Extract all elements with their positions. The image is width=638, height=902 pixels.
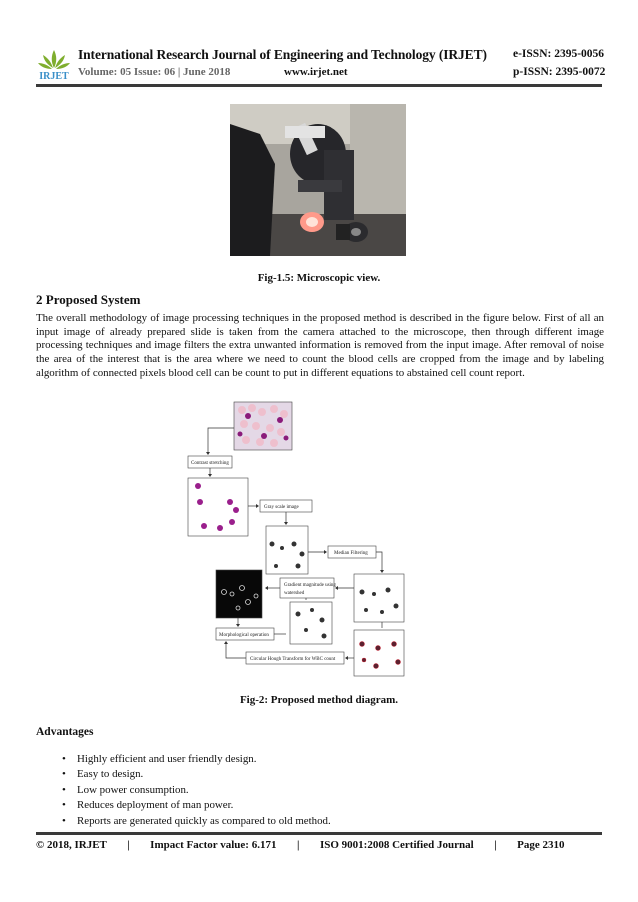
footer-impact-factor: Impact Factor value: 6.171	[150, 839, 277, 851]
list-item: • Easy to design.	[62, 767, 331, 782]
hough-label: Circular Hough Transform for WBC count	[250, 657, 336, 662]
journal-title: International Research Journal of Engineering and Technology (IRJET)	[78, 47, 487, 62]
gradient-label-1: Gradient magnitude using	[284, 583, 336, 588]
volume-issue: Volume: 05 Issue: 06 | June 2018	[78, 66, 231, 78]
morph-label: Morphological operation	[219, 633, 269, 638]
figure-1-caption: Fig-1.5: Microscopic view.	[257, 272, 381, 284]
header-divider	[36, 84, 602, 87]
logo-text: IRJET	[39, 71, 69, 82]
footer-copyright: © 2018, IRJET	[36, 839, 107, 851]
list-item: • Reports are generated quickly as compared to old method.	[62, 814, 331, 829]
list-item: • Low power consumption.	[62, 783, 331, 798]
footer-iso: ISO 9001:2008 Certified Journal	[319, 839, 474, 851]
input-smear-image	[234, 402, 292, 450]
method-diagram	[186, 398, 408, 680]
median-label: Median Filtering	[334, 551, 368, 556]
footer-separator: |	[127, 839, 130, 851]
footer-page-number: Page 2310	[517, 839, 565, 851]
website-link[interactable]: www.irjet.net	[284, 66, 348, 78]
footer-divider	[36, 832, 602, 835]
advantages-heading: Advantages	[36, 726, 94, 738]
microscope-photo	[230, 104, 406, 256]
e-issn: e-ISSN: 2395-0056	[513, 48, 605, 60]
figure-2-caption: Fig-2: Proposed method diagram.	[239, 694, 399, 706]
contrast-label: Contrast stretching	[191, 461, 229, 466]
advantages-list	[62, 752, 331, 829]
gradient-label-2: watershed	[284, 591, 305, 596]
footer-separator: |	[494, 839, 497, 851]
footer-separator: |	[296, 839, 300, 851]
section-paragraph: The overall methodology of image processing techniques in the proposed method is described in the figure below. First of all an input image of already prepared slide is taken from the camera attached to the microscope, then through different image processing techniques and image filters the extra unwanted information is removed from the input image. After removal of noise the area of the interest that is the area where we need to count the blood cells are cropped from the image and by labeling algorithm of connected pixels blood cell can be count to put in different equations to abstained cell count report.	[36, 312, 604, 379]
p-issn: p-ISSN: 2395-0072	[513, 66, 606, 78]
irjet-logo	[34, 46, 74, 86]
section-heading: 2 Proposed System	[36, 292, 141, 307]
gray-label: Gray scale image	[264, 505, 299, 510]
footer	[36, 839, 565, 851]
list-item: • Reduces deployment of man power.	[62, 798, 331, 813]
list-item: • Highly efficient and user friendly design.	[62, 752, 331, 767]
